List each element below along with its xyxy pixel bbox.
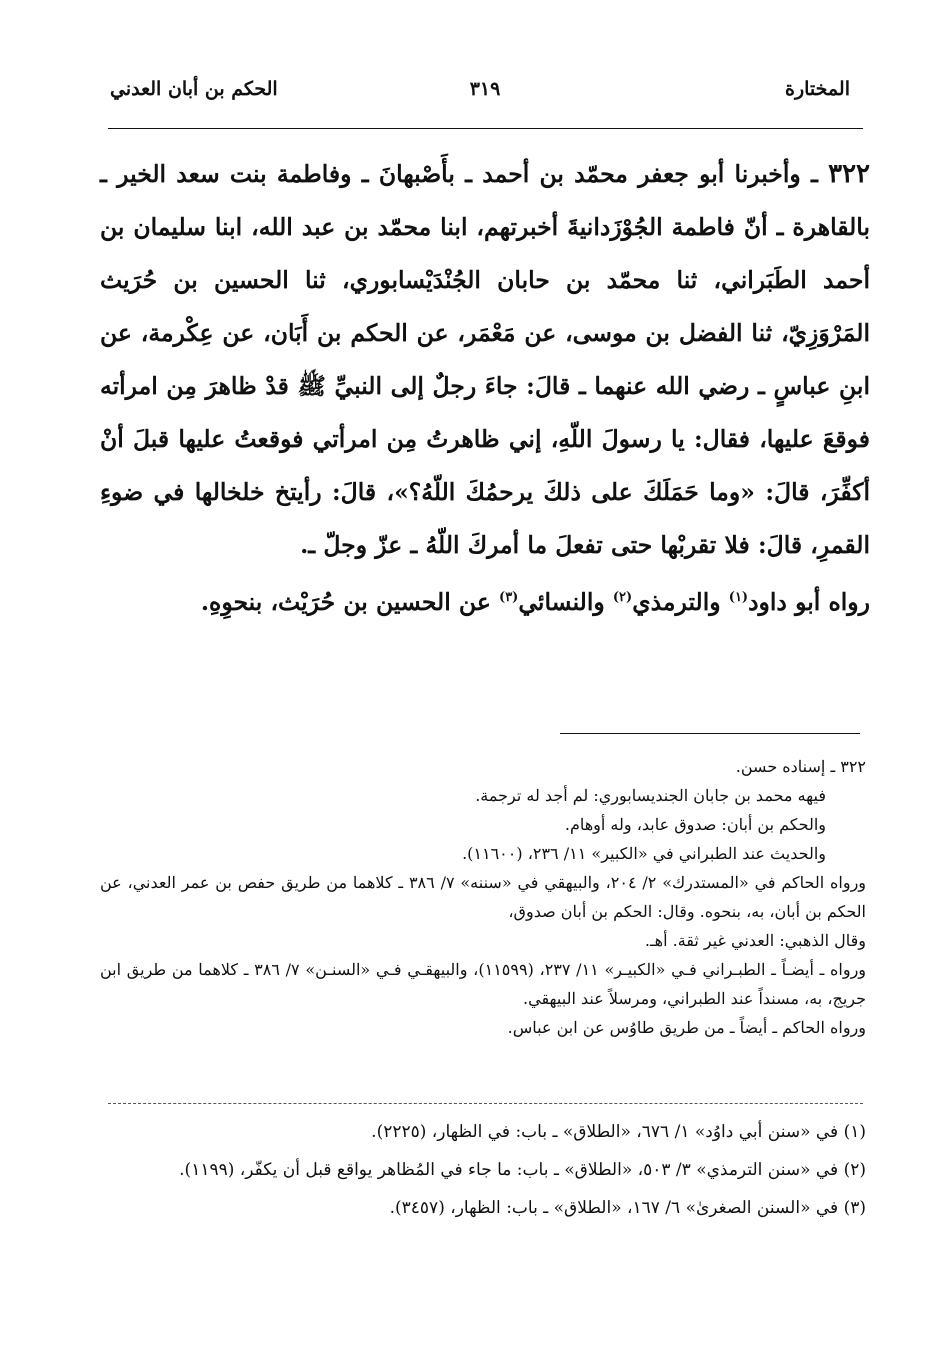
note-line: ٣٢٢ ـ إسناده حسن. xyxy=(735,757,866,776)
footnote-ref-1[interactable]: (١) xyxy=(728,590,749,606)
note-line: ورواه الحاكم في «المستدرك» ٢/ ٢٠٤، والبيهقي في «سننه» ٧/ ٣٨٦ ـ كلاهما من طريق حفص بن عمر العدني، عن الحكم بن أبان، به، بنحوه. وقال: الحكم بن أبان صدوق، xyxy=(100,873,867,921)
note-line: والحديث عند الطبراني في «الكبير» ١١/ ٢٣٦، (١١٦٠٠). xyxy=(462,844,826,863)
header-rule xyxy=(108,128,863,129)
footnote-3: (٣) في «السنن الصغرىٰ» ٦/ ١٦٧، «الطلاق» ـ باب: الظهار، (٣٤٥٧). xyxy=(389,1198,866,1218)
narration-text: والترمذي xyxy=(632,588,729,616)
narration-text: عن الحسين بن حُرَيْث، بنحوِهِ. xyxy=(200,588,500,616)
footnotes-separator xyxy=(108,1103,863,1104)
footnote-ref-2[interactable]: (٢) xyxy=(612,590,633,606)
page-number: ٣١٩ xyxy=(469,78,501,100)
footnote-2: (٢) في «سنن الترمذي» ٣/ ٥٠٣، «الطلاق» ـ باب: ما جاء في المُظاهر يواقع قبل أن يكفّر، (١١٩٩). xyxy=(179,1160,866,1180)
notes-separator xyxy=(560,733,860,734)
note-line: ورواه الحاكم ـ أيضاً ـ من طريق طاوُس عن ابن عباس. xyxy=(507,1018,866,1037)
footnote-ref-3[interactable]: (٣) xyxy=(499,590,519,606)
editor-notes xyxy=(100,752,866,1042)
hadith-paragraph xyxy=(100,148,870,572)
running-header-chapter: الحكم بن أبان العدني xyxy=(110,78,278,100)
hadith-number: ٣٢٢ xyxy=(828,159,871,189)
hadith-body: ـ وأخبرنا أبو جعفر محمّد بن أحمد ـ بأَصْبهانَ ـ وفاطمة بنت سعد الخير ـ بالقاهرة ـ أنّ فاطمة الجُوْزَدانيةَ أخبرتهم، ابنا محمّد بن عبد الله، ابنا سليمان بن أحمد الطَبَراني، ثنا محمّد بن حابان الجُنْدَيْسابوري، ثنا الحسين بن حُرَيث المَرْوَزِيّ، ثنا الفضل بن موسى، عن مَعْمَر، عن الحكم بن أَبَان، عن عِكْرمة، عن ابنِ عباسٍ ـ رضي الله عنهما ـ قالَ: جاءَ رجلٌ إلى النبيِّ ﷺ قدْ ظاهرَ مِن امرأته فوقعَ عليها، فقال: يا رسولَ اللّهِ، إني ظاهرتُ مِن امرأتي فوقعتُ عليها قبلَ أنْ أكفِّرَ، قالَ: «وما حَمَلَكَ على ذلكَ يرحمُكَ اللّهُ؟»، قالَ: رأيتخ خلخالها في ضوءِ القمرِ، قالَ: فلا تقربْها حتى تفعلَ ما أمركَ اللّهُ ـ عزّ وجلّ ـ. xyxy=(100,160,870,559)
footnote-1: (١) في «سنن أبي داوُد» ١/ ٦٧٦، «الطلاق» ـ باب: في الظهار، (٢٢٢٥). xyxy=(371,1122,866,1142)
footnotes xyxy=(100,1115,866,1229)
narration-paragraph xyxy=(100,576,870,629)
note-line: وقال الذهبي: العدني غير ثقة. أهـ. xyxy=(644,931,866,950)
narration-text: رواه أبو داود xyxy=(748,588,870,616)
running-header-book-title: المختارة xyxy=(785,78,850,100)
note-line: والحكم بن أبان: صدوق عابد، وله أوهام. xyxy=(564,815,826,834)
note-line: فيهه محمد بن جابان الجنديسابوري: لم أجد له ترجمة. xyxy=(475,786,826,805)
narration-text: والنسائي xyxy=(518,588,613,616)
note-line: ورواه ـ أيضـاً ـ الطبـراني فـي «الكبيـر» ١١/ ٢٣٧، (١١٥٩٩)، والبيهقـي فـي «السنـن» ٧/ ٣٨٦ ـ كلاهما من طريق ابن جريج، به، مسنداً عند الطبراني، ومرسلاً عند البيهقي. xyxy=(100,960,867,1008)
hadith-text-block xyxy=(100,148,870,629)
